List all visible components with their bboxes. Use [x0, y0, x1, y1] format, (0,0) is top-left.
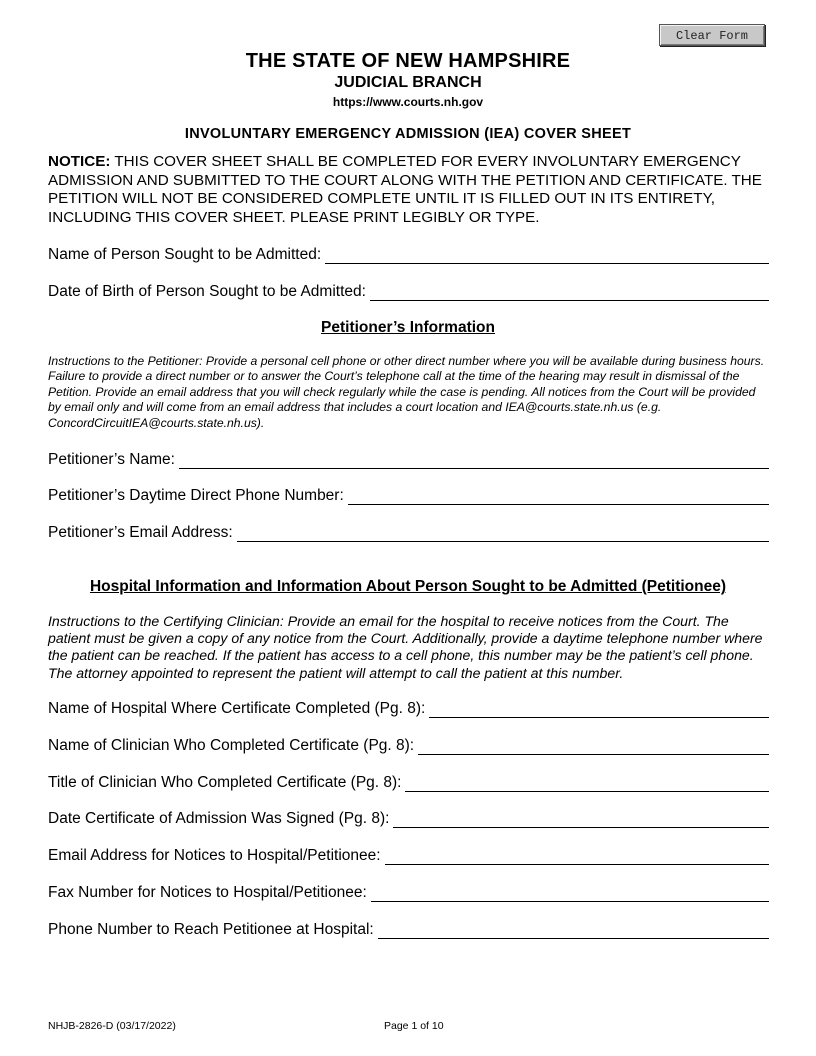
petitioner-phone-field	[48, 485, 769, 505]
petitioner-phone-input[interactable]	[348, 487, 769, 505]
clinician-title-field	[48, 772, 769, 792]
field-label: Title of Clinician Who Completed Certificate (Pg. 8):	[48, 774, 402, 791]
field-label: Email Address for Notices to Hospital/Petitionee:	[48, 847, 381, 864]
field-label: Fax Number for Notices to Hospital/Petitionee:	[48, 884, 367, 901]
petitioner-section-heading: Petitioner’s Information	[321, 319, 495, 336]
hospital-section-heading: Hospital Information and Information About Person Sought to be Admitted (Petitionee)	[89, 578, 727, 595]
field-label: Petitioner’s Name:	[48, 451, 175, 468]
person-name-input[interactable]	[325, 246, 769, 264]
field-label: Name of Person Sought to be Admitted:	[48, 246, 322, 263]
clinician-title-input[interactable]	[405, 774, 769, 792]
hospital-name-input[interactable]	[429, 700, 769, 718]
field-label: Petitioner’s Daytime Direct Phone Number:	[48, 487, 344, 504]
branch-heading: JUDICIAL BRANCH	[334, 74, 482, 91]
clear-form-button[interactable]: Clear Form	[659, 24, 765, 46]
field-label: Name of Hospital Where Certificate Completed (Pg. 8):	[48, 700, 426, 717]
form-title: INVOLUNTARY EMERGENCY ADMISSION (IEA) COVER SHEET	[184, 126, 632, 142]
person-dob-input[interactable]	[370, 283, 769, 301]
clinician-name-field	[48, 735, 769, 755]
notice-text: THIS COVER SHEET SHALL BE COMPLETED FOR EVERY INVOLUNTARY EMERGENCY ADMISSION AND SUBMITTED TO THE COURT ALONG WITH THE PETITION AND CERTIFICATE. THE PETITION WILL NOT BE CONSIDERED COMPLETE UNTIL IT IS FILLED OUT IN ITS ENTIRETY, INCLUDING THIS COVER SHEET. PLEASE PRINT LEGIBLY OR TYPE.	[48, 153, 762, 226]
person-name-field	[48, 244, 769, 264]
page-number: Page 1 of 10	[384, 1020, 444, 1032]
notice-paragraph	[48, 153, 770, 227]
field-label: Date Certificate of Admission Was Signed (Pg. 8):	[48, 810, 390, 827]
petitioner-name-input[interactable]	[179, 451, 769, 469]
form-id: NHJB-2826-D (03/17/2022)	[48, 1020, 176, 1032]
notice-label: NOTICE:	[48, 153, 111, 170]
state-heading: THE STATE OF NEW HAMPSHIRE	[245, 50, 571, 72]
petitioner-email-input[interactable]	[237, 524, 769, 542]
field-label: Petitioner’s Email Address:	[48, 524, 233, 541]
certificate-date-input[interactable]	[393, 810, 769, 828]
notice-email-field	[48, 845, 769, 865]
field-label: Phone Number to Reach Petitionee at Hospital:	[48, 921, 374, 938]
hospital-instructions: Instructions to the Certifying Clinician: Provide an email for the hospital to receive notices from the Court. The patient must be given a copy of any notice from the Court. Additionally, provide a daytime telephone number where the patient can be reached. If the patient has access to a cell phone, this number may be the patient’s cell phone. The attorney appointed to represent the patient will attempt to call the patient at this number.	[48, 613, 763, 681]
petitioner-name-field	[48, 449, 769, 469]
notice-email-input[interactable]	[385, 847, 769, 865]
petitionee-phone-input[interactable]	[378, 921, 769, 939]
petitionee-phone-field	[48, 919, 769, 939]
certificate-date-field	[48, 808, 769, 828]
hospital-name-field	[48, 698, 769, 718]
clinician-name-input[interactable]	[418, 737, 769, 755]
person-dob-field	[48, 281, 769, 301]
notice-fax-field	[48, 882, 769, 902]
field-label: Name of Clinician Who Completed Certificate (Pg. 8):	[48, 737, 415, 754]
petitioner-instructions: Instructions to the Petitioner: Provide a personal cell phone or other direct number where you will be available during business hours. Failure to provide a direct number or to answer the Court’s telephone call at the time of the hearing may result in dismissal of the Petition. Provide an email address that you will check regularly while the case is pending. All notices from the Court will be provided by email only and will come from an email address that includes a court location and IEA@courts.state.nh.us (e.g. ConcordCircuitIEA@courts.state.nh.us).	[48, 354, 765, 430]
field-label: Date of Birth of Person Sought to be Admitted:	[48, 283, 366, 300]
court-url: https://www.courts.nh.gov	[332, 95, 484, 109]
notice-fax-input[interactable]	[371, 884, 769, 902]
petitioner-email-field	[48, 522, 769, 542]
